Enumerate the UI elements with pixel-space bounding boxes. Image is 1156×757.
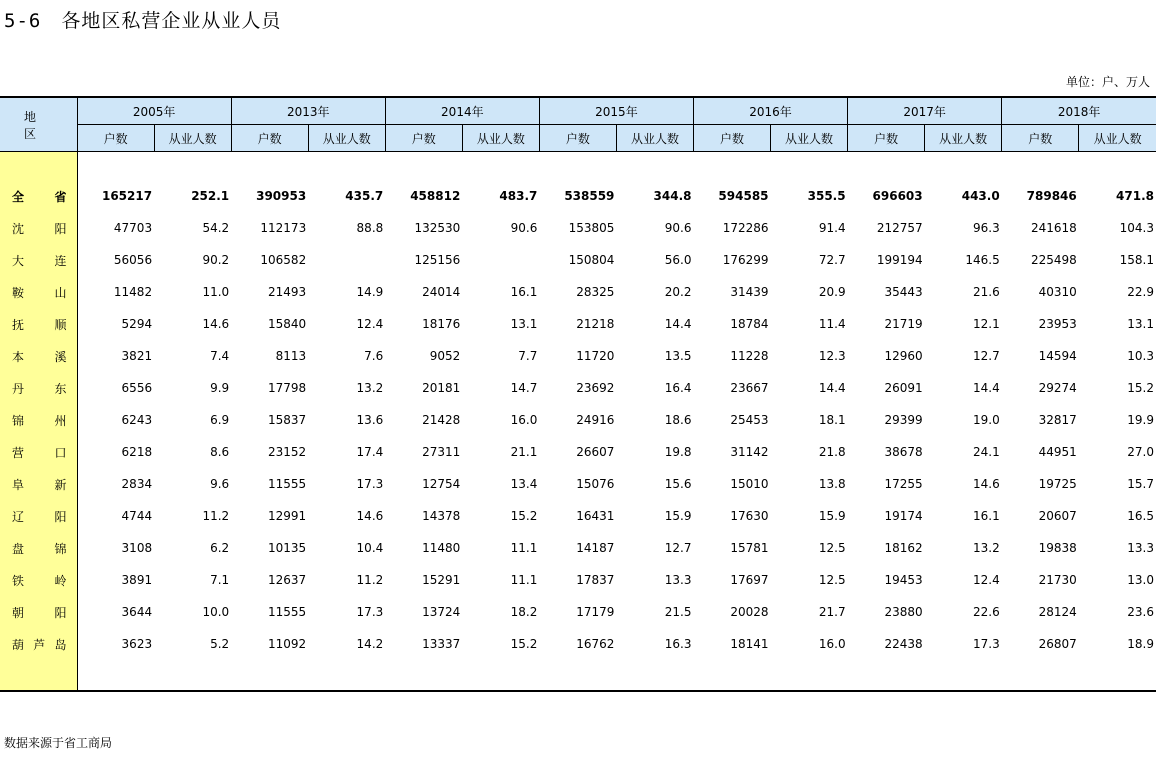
- households-cell: 176299: [722, 253, 769, 267]
- employees-cell: 13.3: [1127, 541, 1154, 555]
- households-cell: 5294: [121, 317, 153, 331]
- employees-cell: 14.9: [356, 285, 384, 299]
- employees-cell: 21.5: [664, 605, 692, 619]
- households-cell: 11482: [113, 285, 153, 299]
- households-cell: 3108: [121, 541, 153, 555]
- employees-cell: 158.1: [1119, 253, 1154, 267]
- households-cell: 15076: [576, 477, 615, 491]
- employees-cell: 13.8: [818, 477, 846, 491]
- households-cell: 11228: [730, 349, 769, 363]
- employees-cell: 19.0: [972, 413, 1000, 427]
- households-cell: 458812: [410, 189, 461, 203]
- households-cell: 18176: [422, 317, 461, 331]
- households-cell: 199194: [876, 253, 923, 267]
- households-cell: 40310: [1038, 285, 1077, 299]
- employees-cell: 16.0: [510, 413, 538, 427]
- employees-cell: 11.0: [202, 285, 230, 299]
- year-header: 2005年: [77, 97, 231, 125]
- households-cell: 20607: [1038, 509, 1077, 523]
- employees-cell: 355.5: [807, 189, 846, 203]
- households-cell: 22438: [884, 637, 923, 651]
- employees-cell: 20.9: [818, 285, 846, 299]
- employees-cell: 13.2: [356, 381, 384, 395]
- households-cell: 11480: [422, 541, 461, 555]
- households-cell: 38678: [884, 445, 923, 459]
- total-row: [0, 180, 1156, 212]
- employees-cell: 7.4: [210, 349, 230, 363]
- employees-cell: 13.1: [1127, 317, 1154, 331]
- households-cell: 8113: [275, 349, 307, 363]
- households-cell: 4744: [121, 509, 153, 523]
- table-row: [0, 628, 1156, 660]
- employees-cell: 17.3: [972, 637, 1000, 651]
- region-cell: 阜新: [0, 468, 77, 500]
- households-cell: 538559: [564, 189, 615, 203]
- employees-cell: 13.4: [510, 477, 538, 491]
- header-year-row: [0, 97, 1156, 125]
- employees-cell: 90.6: [510, 221, 538, 235]
- households-cell: 3623: [121, 637, 153, 651]
- households-cell: 11092: [268, 637, 307, 651]
- households-cell: 21218: [576, 317, 615, 331]
- employees-cell: 18.9: [1127, 637, 1154, 651]
- region-cell: 沈阳: [0, 212, 77, 244]
- households-cell: 29399: [884, 413, 923, 427]
- employees-cell: 16.3: [664, 637, 692, 651]
- households-cell: 23880: [884, 605, 923, 619]
- employees-cell: 11.1: [510, 573, 538, 587]
- employees-cell: 24.1: [972, 445, 1000, 459]
- employees-cell: 8.6: [210, 445, 230, 459]
- employees-cell: 13.6: [356, 413, 384, 427]
- households-cell: 32817: [1038, 413, 1077, 427]
- households-cell: 15291: [422, 573, 461, 587]
- year-header: 2014年: [385, 97, 539, 125]
- households-cell: 17179: [576, 605, 615, 619]
- households-cell: 27311: [422, 445, 461, 459]
- employees-cell: 18.2: [510, 605, 538, 619]
- employees-cell: 12.1: [972, 317, 1000, 331]
- region-cell: 本溪: [0, 340, 77, 372]
- region-cell: 朝阳: [0, 596, 77, 628]
- employees-cell: 88.8: [356, 221, 384, 235]
- employees-cell: 9.6: [210, 477, 230, 491]
- employees-header: 从业人数: [1079, 125, 1156, 152]
- households-cell: 6243: [121, 413, 153, 427]
- unit-note: 单位：户、万人: [1065, 75, 1150, 89]
- employees-cell: 91.4: [818, 221, 846, 235]
- employees-cell: 14.2: [356, 637, 384, 651]
- region-cell: 全省: [0, 180, 77, 212]
- households-cell: 18162: [884, 541, 923, 555]
- employees-cell: 12.7: [972, 349, 1000, 363]
- employees-cell: 14.6: [356, 509, 384, 523]
- households-cell: 21493: [268, 285, 307, 299]
- employees-cell: 19.9: [1127, 413, 1154, 427]
- year-header: 2013年: [231, 97, 385, 125]
- households-cell: 18784: [730, 317, 769, 331]
- page-title: 5-6 各地区私营企业从业人员: [4, 10, 282, 32]
- employees-cell: 96.3: [972, 221, 1000, 235]
- employees-cell: 18.1: [818, 413, 846, 427]
- households-cell: 225498: [1030, 253, 1077, 267]
- households-cell: 21730: [1038, 573, 1077, 587]
- households-cell: 47703: [113, 221, 153, 235]
- employees-cell: 16.1: [972, 509, 1000, 523]
- households-cell: 112173: [260, 221, 307, 235]
- employees-cell: 16.0: [818, 637, 846, 651]
- table-row: [0, 404, 1156, 436]
- households-cell: 3821: [121, 349, 153, 363]
- households-header: 户数: [77, 125, 154, 152]
- table-row: [0, 468, 1156, 500]
- employees-header: 从业人数: [154, 125, 231, 152]
- households-cell: 25453: [730, 413, 769, 427]
- source-note: 数据来源于省工商局: [4, 736, 113, 750]
- households-cell: 125156: [414, 253, 461, 267]
- employees-cell: 15.9: [818, 509, 846, 523]
- region-cell: 丹东: [0, 372, 77, 404]
- households-cell: 172286: [722, 221, 769, 235]
- households-cell: 12991: [268, 509, 307, 523]
- households-cell: 21719: [884, 317, 923, 331]
- households-cell: 26807: [1038, 637, 1077, 651]
- employees-header: 从业人数: [616, 125, 693, 152]
- households-cell: 31439: [730, 285, 769, 299]
- employees-cell: 13.3: [664, 573, 692, 587]
- employees-cell: 15.2: [510, 509, 538, 523]
- households-cell: 594585: [718, 189, 769, 203]
- employees-cell: 5.2: [210, 637, 230, 651]
- households-cell: 15010: [730, 477, 769, 491]
- year-header: 2018年: [1002, 97, 1156, 125]
- region-cell: 营口: [0, 436, 77, 468]
- employees-cell: 10.0: [202, 605, 230, 619]
- households-cell: 789846: [1026, 189, 1077, 203]
- households-header: 户数: [848, 125, 925, 152]
- employees-cell: 12.4: [972, 573, 1000, 587]
- year-header: 2015年: [539, 97, 693, 125]
- households-cell: 23152: [268, 445, 307, 459]
- households-cell: 212757: [876, 221, 923, 235]
- employees-cell: 20.2: [664, 285, 692, 299]
- employees-cell: 14.4: [664, 317, 692, 331]
- households-cell: 26091: [884, 381, 923, 395]
- households-cell: 20028: [730, 605, 769, 619]
- employees-cell: 443.0: [961, 189, 1000, 203]
- households-cell: 44951: [1038, 445, 1077, 459]
- households-cell: 2834: [121, 477, 153, 491]
- households-cell: 19453: [884, 573, 923, 587]
- households-cell: 17798: [268, 381, 307, 395]
- employees-cell: 15.2: [510, 637, 538, 651]
- employees-cell: 90.2: [202, 253, 230, 267]
- region-cell: 大连: [0, 244, 77, 276]
- households-cell: 106582: [260, 253, 307, 267]
- employees-cell: 16.4: [664, 381, 692, 395]
- employees-cell: 15.6: [664, 477, 692, 491]
- households-cell: 31142: [730, 445, 769, 459]
- employees-cell: 14.6: [972, 477, 1000, 491]
- households-cell: 12754: [422, 477, 461, 491]
- households-cell: 21428: [422, 413, 461, 427]
- households-cell: 6218: [121, 445, 153, 459]
- employees-cell: 15.2: [1127, 381, 1154, 395]
- employees-cell: 15.7: [1127, 477, 1154, 491]
- households-cell: 16762: [576, 637, 615, 651]
- employees-cell: 19.8: [664, 445, 692, 459]
- employees-cell: 10.4: [356, 541, 384, 555]
- households-cell: 150804: [568, 253, 615, 267]
- employees-cell: 12.4: [356, 317, 384, 331]
- employees-cell: 11.2: [202, 509, 230, 523]
- employees-cell: 252.1: [191, 189, 230, 203]
- households-cell: 13337: [422, 637, 461, 651]
- households-cell: 3891: [121, 573, 153, 587]
- year-header: 2016年: [693, 97, 847, 125]
- households-cell: 11720: [576, 349, 615, 363]
- households-cell: 28325: [576, 285, 615, 299]
- region-cell: 葫芦岛: [0, 628, 77, 660]
- employees-cell: 11.4: [818, 317, 846, 331]
- region-cell: 辽阳: [0, 500, 77, 532]
- employees-cell: 104.3: [1119, 221, 1154, 235]
- region-cell: 抚顺: [0, 308, 77, 340]
- region-cell: 铁岭: [0, 564, 77, 596]
- employees-cell: 435.7: [345, 189, 384, 203]
- employees-cell: 146.5: [965, 253, 1000, 267]
- households-cell: 20181: [422, 381, 461, 395]
- households-header: 户数: [693, 125, 770, 152]
- households-header: 户数: [1002, 125, 1079, 152]
- employees-cell: 13.0: [1127, 573, 1154, 587]
- employees-cell: 27.0: [1127, 445, 1154, 459]
- table-row: [0, 596, 1156, 628]
- households-cell: 15840: [268, 317, 307, 331]
- households-cell: 19725: [1038, 477, 1077, 491]
- employees-cell: 6.9: [210, 413, 230, 427]
- households-cell: 696603: [872, 189, 923, 203]
- table-body: [0, 152, 1156, 692]
- households-cell: 241618: [1030, 221, 1077, 235]
- employees-header: 从业人数: [462, 125, 539, 152]
- households-cell: 14594: [1038, 349, 1077, 363]
- households-cell: 23692: [576, 381, 615, 395]
- employees-cell: 17.3: [356, 477, 384, 491]
- households-cell: 24014: [422, 285, 461, 299]
- employees-cell: 21.6: [972, 285, 1000, 299]
- households-cell: 14378: [422, 509, 461, 523]
- employees-cell: 17.4: [356, 445, 384, 459]
- table-row: [0, 436, 1156, 468]
- employees-cell: 344.8: [653, 189, 692, 203]
- table-row: [0, 212, 1156, 244]
- employees-cell: 16.1: [510, 285, 538, 299]
- table-row: [0, 244, 1156, 276]
- households-cell: 12637: [268, 573, 307, 587]
- region-header: 地区: [0, 97, 77, 152]
- table-row: [0, 372, 1156, 404]
- employees-cell: 72.7: [818, 253, 846, 267]
- employees-cell: 7.6: [364, 349, 384, 363]
- employees-cell: 6.2: [210, 541, 230, 555]
- households-cell: 17697: [730, 573, 769, 587]
- employees-header: 从业人数: [925, 125, 1002, 152]
- employees-cell: 17.3: [356, 605, 384, 619]
- households-cell: 153805: [568, 221, 615, 235]
- employees-cell: 23.6: [1127, 605, 1154, 619]
- households-cell: 18141: [730, 637, 769, 651]
- employees-cell: 14.7: [510, 381, 538, 395]
- households-cell: 19174: [884, 509, 923, 523]
- table-row: [0, 308, 1156, 340]
- employees-cell: [308, 244, 385, 276]
- employees-cell: 13.1: [510, 317, 538, 331]
- employees-cell: 14.4: [972, 381, 1000, 395]
- employees-cell: 15.9: [664, 509, 692, 523]
- employees-cell: 90.6: [664, 221, 692, 235]
- employees-cell: 16.5: [1127, 509, 1154, 523]
- households-cell: 12960: [884, 349, 923, 363]
- households-cell: 10135: [268, 541, 307, 555]
- households-header: 户数: [385, 125, 462, 152]
- households-cell: 23953: [1038, 317, 1077, 331]
- employees-cell: 21.7: [818, 605, 846, 619]
- region-cell: 鞍山: [0, 276, 77, 308]
- table-row: [0, 532, 1156, 564]
- employees-cell: 22.6: [972, 605, 1000, 619]
- households-cell: 16431: [576, 509, 615, 523]
- households-cell: 29274: [1038, 381, 1077, 395]
- employees-cell: 471.8: [1116, 189, 1154, 203]
- households-cell: 17837: [576, 573, 615, 587]
- households-cell: 3644: [121, 605, 153, 619]
- employees-cell: 18.6: [664, 413, 692, 427]
- employees-cell: 14.4: [818, 381, 846, 395]
- employees-cell: 12.3: [818, 349, 846, 363]
- households-cell: 13724: [422, 605, 461, 619]
- spacer-row: [0, 152, 1156, 181]
- households-cell: 132530: [414, 221, 461, 235]
- households-header: 户数: [231, 125, 308, 152]
- employees-cell: 54.2: [202, 221, 230, 235]
- employees-cell: 13.5: [664, 349, 692, 363]
- year-header: 2017年: [848, 97, 1002, 125]
- employees-cell: 21.8: [818, 445, 846, 459]
- households-cell: 9052: [429, 349, 461, 363]
- households-cell: 24916: [576, 413, 615, 427]
- households-cell: 19838: [1038, 541, 1077, 555]
- employees-header: 从业人数: [771, 125, 848, 152]
- households-cell: 23667: [730, 381, 769, 395]
- employees-cell: 10.3: [1127, 349, 1154, 363]
- households-cell: 11555: [268, 477, 307, 491]
- region-cell: 盘锦: [0, 532, 77, 564]
- households-cell: 11555: [268, 605, 307, 619]
- employees-cell: 11.2: [356, 573, 384, 587]
- employees-header: 从业人数: [308, 125, 385, 152]
- households-cell: 26607: [576, 445, 615, 459]
- employees-cell: [462, 244, 539, 276]
- region-cell: 锦州: [0, 404, 77, 436]
- employees-cell: 7.1: [210, 573, 230, 587]
- table-row: [0, 340, 1156, 372]
- households-cell: 17255: [884, 477, 923, 491]
- households-cell: 14187: [576, 541, 615, 555]
- households-cell: 56056: [113, 253, 153, 267]
- employees-cell: 12.7: [664, 541, 692, 555]
- households-cell: 15781: [730, 541, 769, 555]
- spacer-row: [0, 660, 1156, 691]
- employees-cell: 13.2: [972, 541, 1000, 555]
- employees-cell: 22.9: [1127, 285, 1154, 299]
- employees-cell: 21.1: [510, 445, 538, 459]
- employees-cell: 11.1: [510, 541, 538, 555]
- employees-cell: 9.9: [210, 381, 230, 395]
- table-row: [0, 564, 1156, 596]
- table-row: [0, 276, 1156, 308]
- employees-cell: 12.5: [818, 573, 846, 587]
- households-cell: 165217: [101, 189, 153, 203]
- data-table: [0, 96, 1156, 692]
- employees-cell: 56.0: [664, 253, 692, 267]
- employees-cell: 7.7: [518, 349, 538, 363]
- households-cell: 6556: [121, 381, 153, 395]
- households-cell: 35443: [884, 285, 923, 299]
- employees-cell: 483.7: [499, 189, 538, 203]
- table-row: [0, 500, 1156, 532]
- header-sub-row: [0, 125, 1156, 152]
- households-cell: 17630: [730, 509, 769, 523]
- households-header: 户数: [539, 125, 616, 152]
- employees-cell: 14.6: [202, 317, 230, 331]
- employees-cell: 12.5: [818, 541, 846, 555]
- households-cell: 28124: [1038, 605, 1077, 619]
- households-cell: 390953: [256, 189, 307, 203]
- households-cell: 15837: [268, 413, 307, 427]
